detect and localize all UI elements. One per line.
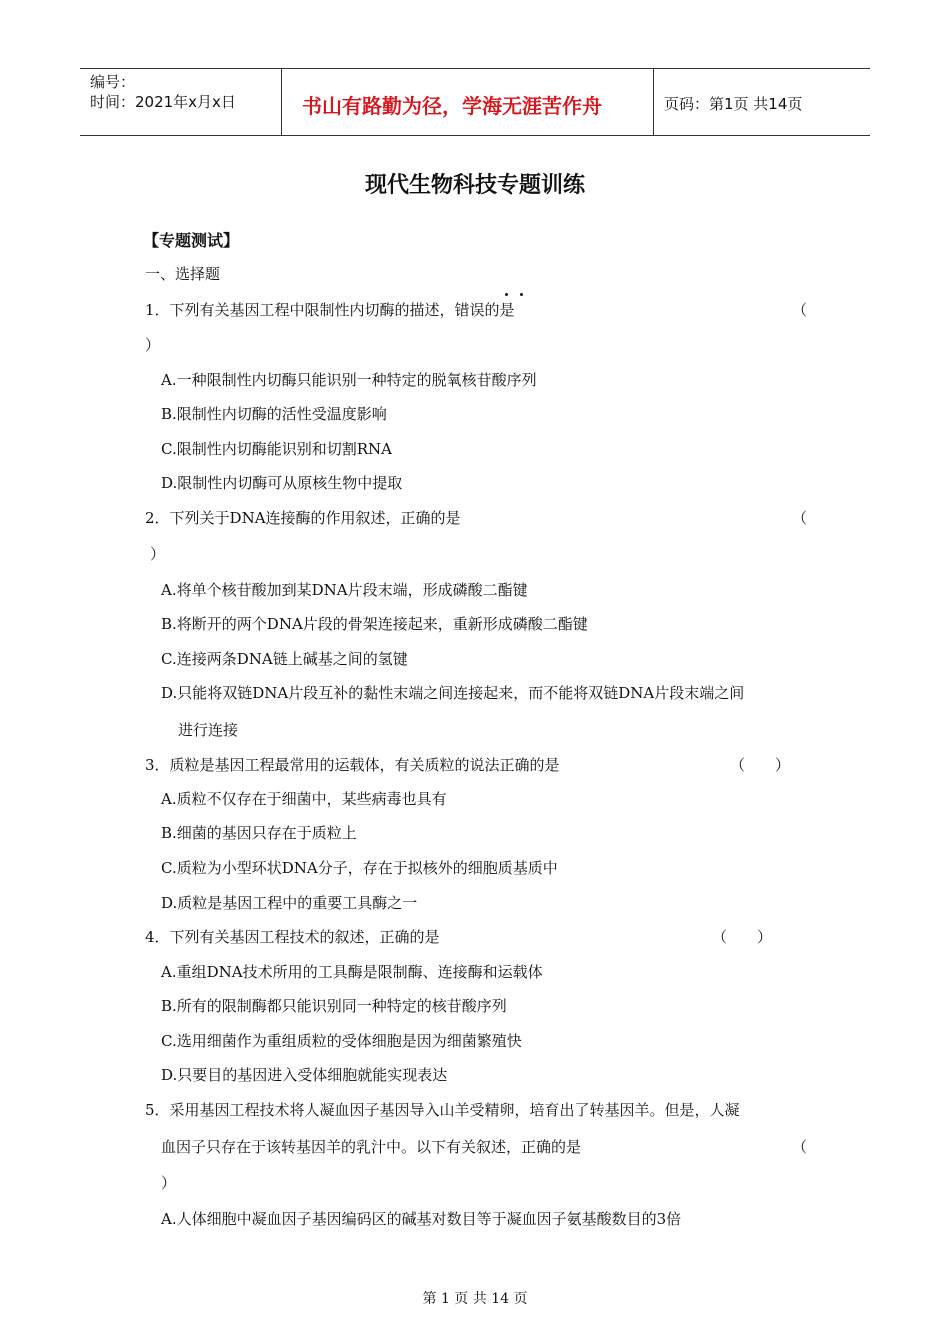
page-info: 页码：第1页 共14页 — [664, 94, 803, 113]
question-3-option-d: D.质粒是基因工程中的重要工具酶之一 — [161, 894, 418, 912]
header-meta-cell — [80, 69, 282, 135]
question-3-paren: （ ） — [730, 756, 791, 774]
question-1-paren-open: （ — [792, 301, 808, 319]
page-title: 现代生物科技专题训练 — [364, 173, 585, 198]
question-2-option-d: D.只能将双链DNA片段互补的黏性末端之间连接起来，而不能将双链DNA片段末端之间 — [161, 684, 745, 702]
part-heading: 一、选择题 — [145, 265, 221, 283]
question-4-option-a: A.重组DNA技术所用的工具酶是限制酶、连接酶和运载体 — [161, 963, 543, 981]
emphasis-dot — [505, 293, 508, 296]
question-4-stem: 4．下列有关基因工程技术的叙述，正确的是 — [145, 928, 440, 946]
question-4-paren: （ ） — [712, 928, 773, 946]
number-label: 编号： — [90, 73, 136, 91]
question-3-option-b: B.细菌的基因只存在于质粒上 — [161, 824, 357, 842]
motto-text: 书山有路勤为径，学海无涯苦作舟 — [302, 93, 602, 118]
question-4-option-c: C.选用细菌作为重组质粒的受体细胞是因为细菌繁殖快 — [161, 1032, 522, 1050]
question-1-stem: 1．下列有关基因工程中限制性内切酶的描述，错误的是 — [145, 301, 515, 319]
question-3-option-c: C.质粒为小型环状DNA分子，存在于拟核外的细胞质基质中 — [161, 859, 558, 877]
document-header — [80, 68, 870, 136]
question-4-option-d: D.只要目的基因进入受体细胞就能实现表达 — [161, 1066, 448, 1084]
question-2-option-d-cont: 进行连接 — [178, 721, 239, 739]
question-5-option-a: A.人体细胞中凝血因子基因编码区的碱基对数目等于凝血因子氨基酸数目的3倍 — [161, 1210, 682, 1228]
question-2-option-b: B.将断开的两个DNA片段的骨架连接起来，重新形成磷酸二酯键 — [161, 615, 588, 633]
question-1-option-a: A.一种限制性内切酶只能识别一种特定的脱氧核苷酸序列 — [161, 371, 537, 389]
question-4-option-b: B.所有的限制酶都只能识别同一种特定的核苷酸序列 — [161, 997, 507, 1015]
question-2-stem: 2．下列关于DNA连接酶的作用叙述，正确的是 — [145, 509, 461, 527]
question-3-stem: 3．质粒是基因工程最常用的运载体，有关质粒的说法正确的是 — [145, 756, 560, 774]
question-5-paren-close: ） — [161, 1174, 177, 1192]
question-3-option-a: A.质粒不仅存在于细菌中，某些病毒也具有 — [161, 790, 447, 808]
question-2-option-a: A.将单个核苷酸加到某DNA片段末端，形成磷酸二酯键 — [161, 581, 528, 599]
question-2-paren-open: （ — [792, 509, 808, 527]
emphasis-dot — [520, 293, 523, 296]
page-footer: 第 1 页 共 14 页 — [422, 1291, 528, 1307]
question-5-paren-open: （ — [792, 1138, 808, 1156]
question-1-paren-close: ） — [145, 336, 161, 354]
question-1-option-c: C.限制性内切酶能识别和切割RNA — [161, 440, 392, 458]
header-page-cell — [654, 69, 870, 135]
question-1-option-b: B.限制性内切酶的活性受温度影响 — [161, 405, 387, 423]
question-5-stem-cont: 血因子只存在于该转基因羊的乳汁中。以下有关叙述，正确的是 — [161, 1138, 582, 1156]
question-2-option-c: C.连接两条DNA链上碱基之间的氢键 — [161, 650, 408, 668]
question-5-stem: 5．采用基因工程技术将人凝血因子基因导入山羊受精卵，培育出了转基因羊。但是，人凝 — [145, 1101, 740, 1119]
section-heading: 【专题测试】 — [143, 231, 240, 250]
time-label: 时间：2021年x月x日 — [90, 93, 236, 111]
question-2-paren-close: ） — [150, 545, 166, 563]
header-motto-cell — [282, 69, 654, 135]
question-1-option-d: D.限制性内切酶可从原核生物中提取 — [161, 474, 403, 492]
